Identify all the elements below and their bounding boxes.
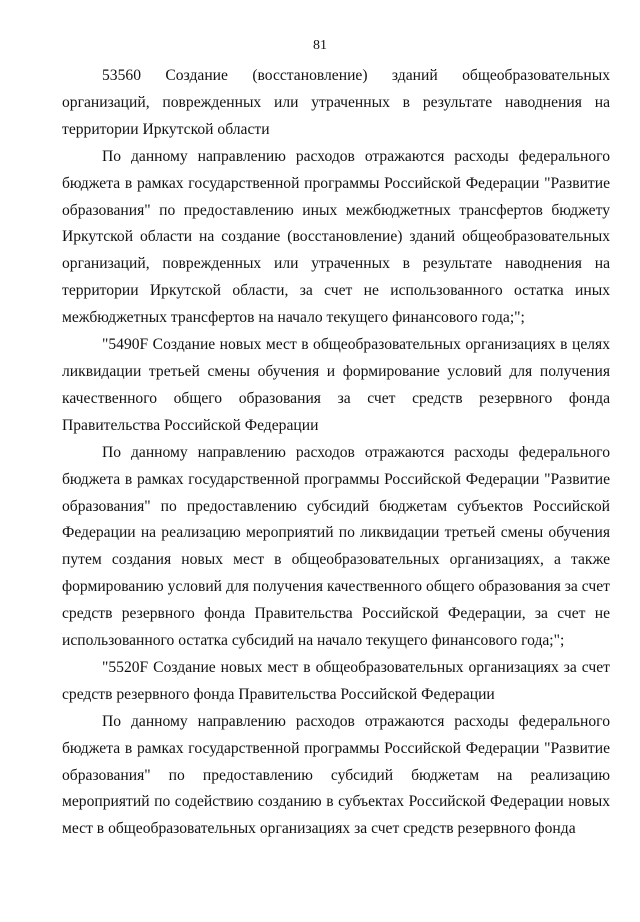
paragraph-5520f-description: По данному направлению расходов отражаются расходы федерального бюджета в рамках государственной программы Российской Федерации "Развитие образования" по предоставлению субсидий бюджетам на реализацию мероприятий по содействию созданию в субъектах Российской Федерации новых мест в общеобразовательных организациях за счет средств резервного фонда — [62, 712, 610, 838]
paragraph-5490f-description: По данному направлению расходов отражаются расходы федерального бюджета в рамках государственной программы Российской Федерации "Развитие образования" по предоставлению субсидий бюджетам субъектов Российской Федерации на реализацию мероприятий по ликвидации третьей смены обучения путем создания новых мест в общеобразовательных организациях, а также формированию условий для получения качественного общего образования за счет средств резервного фонда Правительства Российской Федерации, за счет не использованного остатка субсидий на начало текущего финансового года;"; — [62, 443, 610, 650]
page-number: 81 — [313, 38, 327, 53]
paragraph-53560-description: По данному направлению расходов отражаются расходы федерального бюджета в рамках государственной программы Российской Федерации "Развитие образования" по предоставлению иных межбюджетных трансфертов бюджету Иркутской области на создание (восстановление) зданий общеобразовательных организаций, поврежденных или утраченных в результате наводнения на территории Иркутской области, за счет не использованного остатка иных межбюджетных трансфертов на начало текущего финансового года;"; — [62, 147, 610, 327]
paragraph-53560-heading: 53560 Создание (восстановление) зданий общеобразовательных организаций, поврежденных или утраченных в результате наводнения на территории Иркутской области — [62, 67, 610, 138]
paragraph-5520f-heading: "5520F Создание новых мест в общеобразовательных организациях за счет средств резервного фонда Правительства Российской Федерации — [62, 658, 610, 703]
paragraph-5490f-heading: "5490F Создание новых мест в общеобразовательных организациях в целях ликвидации третьей смены обучения и формирование условий для получения качественного общего образования за счет средств резервного фонда Правительства Российской Федерации — [62, 336, 610, 434]
document-body — [62, 63, 610, 843]
